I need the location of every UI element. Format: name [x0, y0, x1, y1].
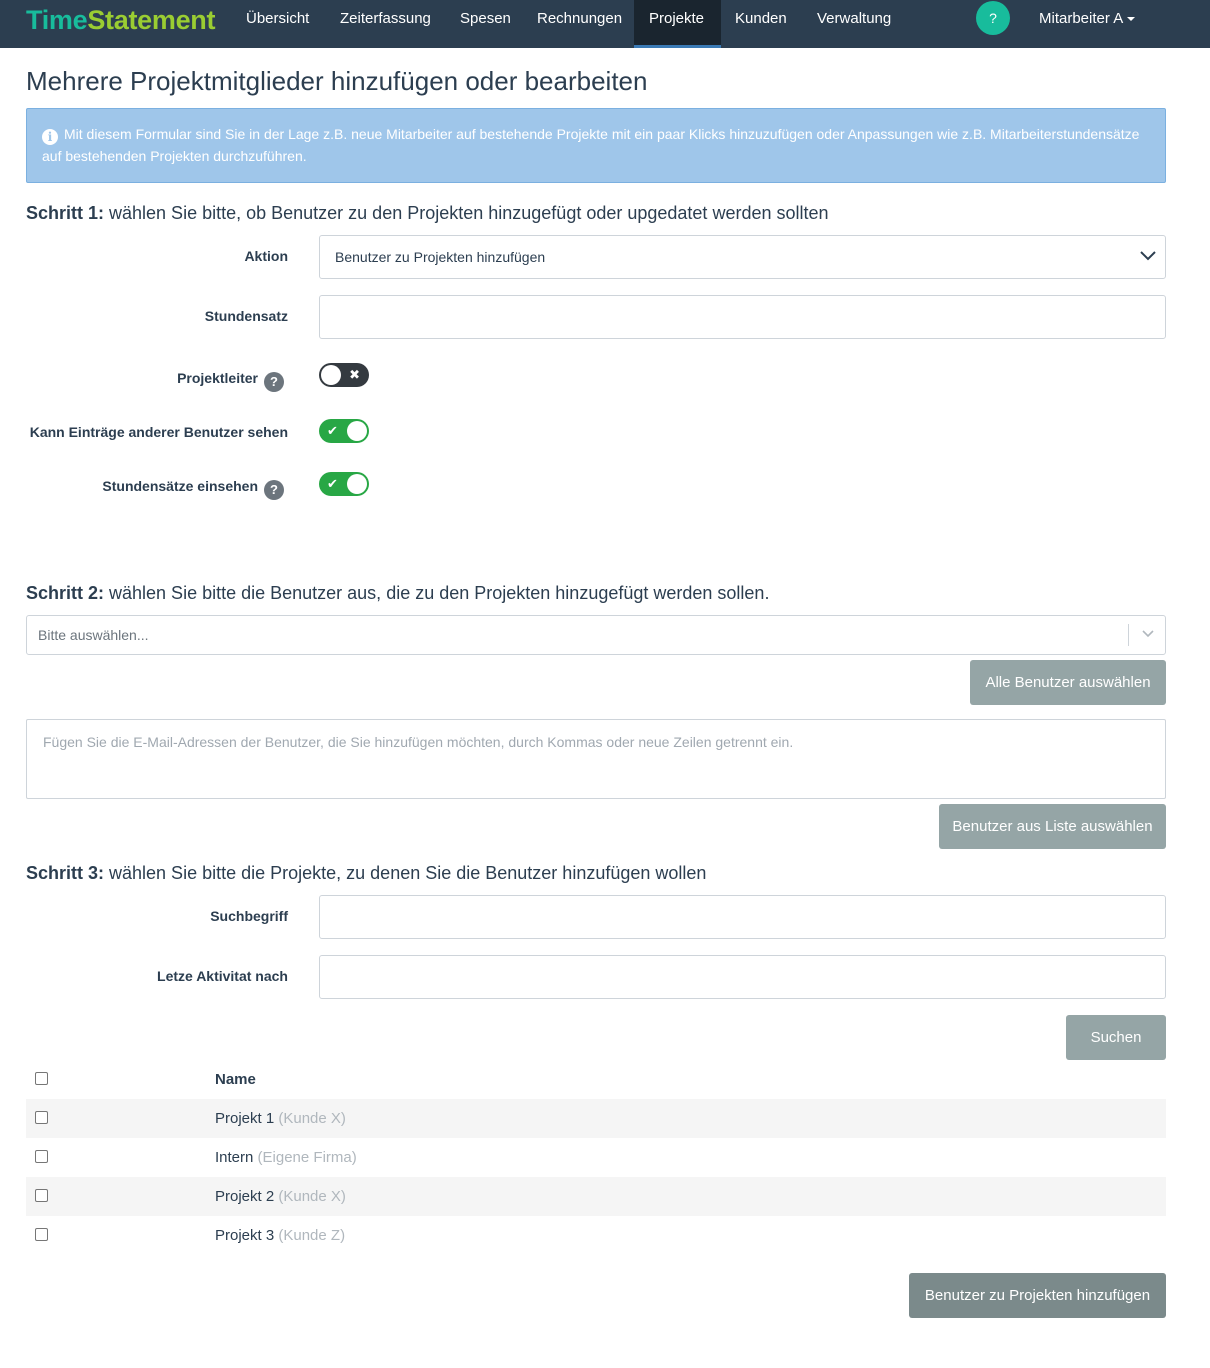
- page-title: Mehrere Projektmitglieder hinzufügen oder bearbeiten: [26, 66, 648, 96]
- info-alert: [26, 108, 1166, 183]
- step3-heading: Schritt 3: wählen Sie bitte die Projekte, zu denen Sie die Benutzer hinzufügen wollen: [26, 863, 707, 883]
- see-rates-toggle[interactable]: [319, 472, 369, 496]
- action-select[interactable]: [319, 235, 1166, 279]
- table-row: [26, 1138, 1166, 1177]
- search-button[interactable]: Suchen: [1066, 1015, 1166, 1060]
- submit-add-users-button[interactable]: Benutzer zu Projekten hinzufügen: [909, 1273, 1166, 1318]
- row-checkbox[interactable]: [35, 1150, 48, 1163]
- project-lead-label: Projektleiter ?: [177, 370, 284, 392]
- name-column-header: Name: [215, 1071, 256, 1088]
- select-divider: [1128, 624, 1129, 646]
- row-checkbox[interactable]: [35, 1189, 48, 1202]
- last-activity-input[interactable]: [319, 955, 1166, 999]
- action-label: Aktion: [244, 248, 288, 264]
- search-term-input[interactable]: [319, 895, 1166, 939]
- row-checkbox[interactable]: [35, 1111, 48, 1124]
- emails-textarea[interactable]: Fügen Sie die E-Mail-Adressen der Benutzer, die Sie hinzufügen möchten, durch Kommas oder neue Zeilen getrennt ein.: [26, 719, 1166, 799]
- project-name: Projekt 2 (Kunde X): [215, 1188, 346, 1205]
- top-navbar: [0, 0, 1210, 48]
- user-menu[interactable]: [1039, 0, 1135, 38]
- project-lead-toggle[interactable]: [319, 363, 369, 387]
- action-select-value: Benutzer zu Projekten hinzufügen: [335, 249, 546, 265]
- nav-item-zeiterfassung[interactable]: Zeiterfassung: [340, 10, 431, 27]
- step1-heading: Schritt 1: wählen Sie bitte, ob Benutzer zu den Projekten hinzugefügt oder upgedatet werden sollten: [26, 203, 829, 223]
- table-row: [26, 1216, 1166, 1255]
- check-icon: ✔: [327, 423, 338, 438]
- user-name: Mitarbeiter A: [1039, 10, 1124, 27]
- info-icon: i: [42, 129, 58, 145]
- users-select[interactable]: [26, 615, 1166, 655]
- rate-input[interactable]: [319, 295, 1166, 339]
- projects-table: [26, 1060, 1166, 1255]
- nav-item-projekte[interactable]: Projekte: [634, 0, 721, 48]
- table-row: [26, 1099, 1166, 1138]
- x-icon: ✖: [349, 367, 360, 382]
- nav-item-verwaltung[interactable]: Verwaltung: [817, 10, 892, 27]
- search-term-label: Suchbegriff: [210, 908, 288, 924]
- row-checkbox[interactable]: [35, 1228, 48, 1241]
- check-icon: ✔: [327, 476, 338, 491]
- nav-item-rechnungen[interactable]: Rechnungen: [537, 10, 623, 27]
- brand-logo[interactable]: TimeStatement: [26, 5, 216, 35]
- toggle-knob: [321, 365, 341, 385]
- rate-label: Stundensatz: [204, 308, 288, 324]
- table-row: [26, 1177, 1166, 1216]
- project-name: Projekt 3 (Kunde Z): [215, 1227, 346, 1244]
- caret-down-icon: [1127, 17, 1135, 21]
- table-header: [26, 1060, 1166, 1099]
- toggle-knob: [347, 421, 367, 441]
- project-name: Intern (Eigene Firma): [215, 1149, 357, 1166]
- chevron-down-icon[interactable]: [1141, 629, 1155, 639]
- help-question-icon[interactable]: ?: [264, 480, 284, 500]
- see-entries-toggle[interactable]: [319, 419, 369, 443]
- last-activity-label: Letze Aktivitat nach: [157, 968, 288, 984]
- help-question-icon[interactable]: ?: [264, 372, 284, 392]
- step2-heading: Schritt 2: wählen Sie bitte die Benutzer aus, die zu den Projekten hinzugefügt werden sollen.: [26, 583, 770, 603]
- see-entries-label: Kann Einträge anderer Benutzer sehen: [29, 424, 288, 440]
- chevron-down-icon: [1139, 250, 1157, 262]
- nav-item-kunden[interactable]: Kunden: [735, 10, 787, 27]
- see-rates-label: Stundensätze einsehen ?: [102, 478, 284, 500]
- toggle-knob: [347, 474, 367, 494]
- nav-item-spesen[interactable]: Spesen: [460, 10, 511, 27]
- nav-item-uebersicht[interactable]: Übersicht: [246, 10, 310, 27]
- select-from-list-button[interactable]: Benutzer aus Liste auswählen: [939, 804, 1166, 849]
- select-all-users-button[interactable]: Alle Benutzer auswählen: [970, 660, 1166, 705]
- select-all-checkbox[interactable]: [35, 1072, 48, 1085]
- project-name: Projekt 1 (Kunde X): [215, 1110, 346, 1127]
- info-alert-text: Mit diesem Formular sind Sie in der Lage z.B. neue Mitarbeiter auf bestehende Projekte mit ein paar Klicks hinzuzufügen oder Anpassungen wie z.B. Mitarbeiterstundensätze auf bestehenden Projekten durchzuführen.: [42, 126, 1140, 164]
- help-button[interactable]: ?: [976, 1, 1010, 35]
- users-select-placeholder: Bitte auswählen...: [38, 627, 149, 643]
